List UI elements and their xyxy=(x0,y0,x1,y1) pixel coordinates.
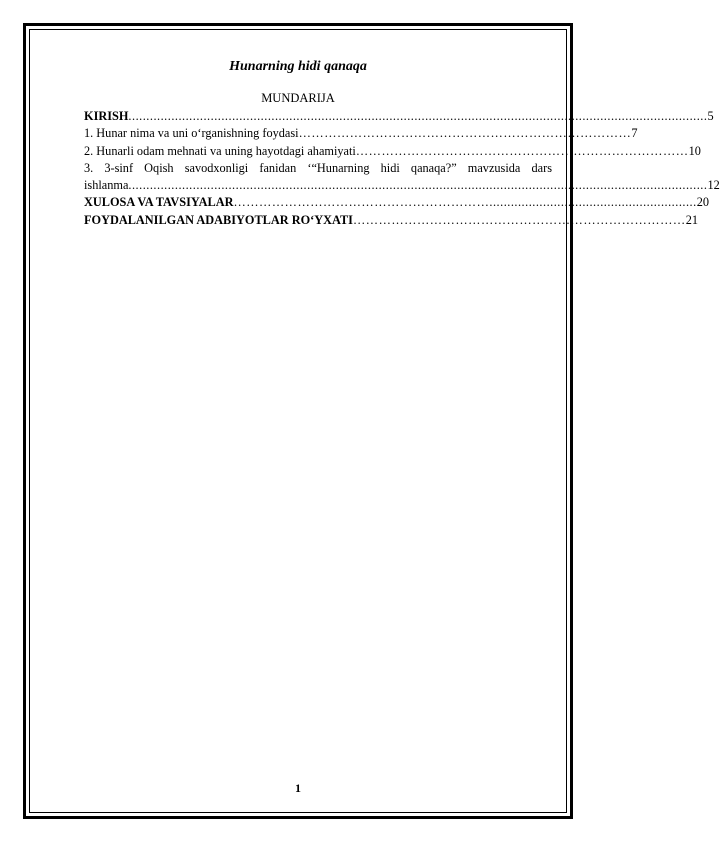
page-number: 1 xyxy=(295,781,301,795)
toc-entry-xulosa[interactable] xyxy=(84,194,709,211)
toc-entry-page: 10 xyxy=(688,143,701,158)
toc-leader-dots: …………………………………………………………………… xyxy=(355,143,689,158)
toc-entry-2[interactable] xyxy=(84,143,701,160)
toc-entry-label: KIRISH xyxy=(84,109,129,123)
toc-entry-kirish[interactable] xyxy=(84,108,714,125)
table-of-contents xyxy=(84,108,720,229)
document-title: Hunarning hidi qanaqa xyxy=(229,59,367,74)
toc-entry-adabiyotlar[interactable] xyxy=(84,212,698,229)
toc-entry-page: 12 xyxy=(707,178,720,193)
toc-entry-page: 5 xyxy=(707,109,714,123)
toc-leader-dots: …………………………………………………….......................................................... xyxy=(233,195,697,210)
toc-leader-dots: …………………………………………………………………… xyxy=(298,126,632,141)
toc-entry-page: 21 xyxy=(685,212,698,227)
toc-leader-dots: .................................................................................................................................................................. xyxy=(128,109,708,123)
toc-entry-3-line2[interactable] xyxy=(84,177,720,194)
toc-entry-label: 1. Hunar nima va uni o‘rganishning foydasi xyxy=(84,126,299,141)
toc-entry-label: FOYDALANILGAN ADABIYOTLAR RO‘YXATI xyxy=(84,212,353,227)
toc-entry-label: 2. Hunarli odam mehnati va uning hayotdagi ahamiyati xyxy=(84,143,356,158)
toc-entry-label: XULOSA VA TAVSIYALAR xyxy=(84,195,234,210)
toc-leader-dots: .................................................................................................................................................................. xyxy=(128,178,708,193)
toc-heading: MUNDARIJA xyxy=(261,91,335,105)
toc-entry-3-line1[interactable] xyxy=(84,160,552,177)
toc-entry-1[interactable] xyxy=(84,125,638,142)
toc-entry-label: ishlanma xyxy=(84,178,129,193)
toc-leader-dots: …………………………………………………………………… xyxy=(352,212,686,227)
toc-entry-page: 7 xyxy=(631,126,638,141)
toc-entry-label: 3. 3-sinf Oqish savodxonligi fanidan ‘“Hunarning hidi qanaqa?” mavzusida dars xyxy=(84,160,552,175)
toc-entry-page: 20 xyxy=(696,195,709,210)
